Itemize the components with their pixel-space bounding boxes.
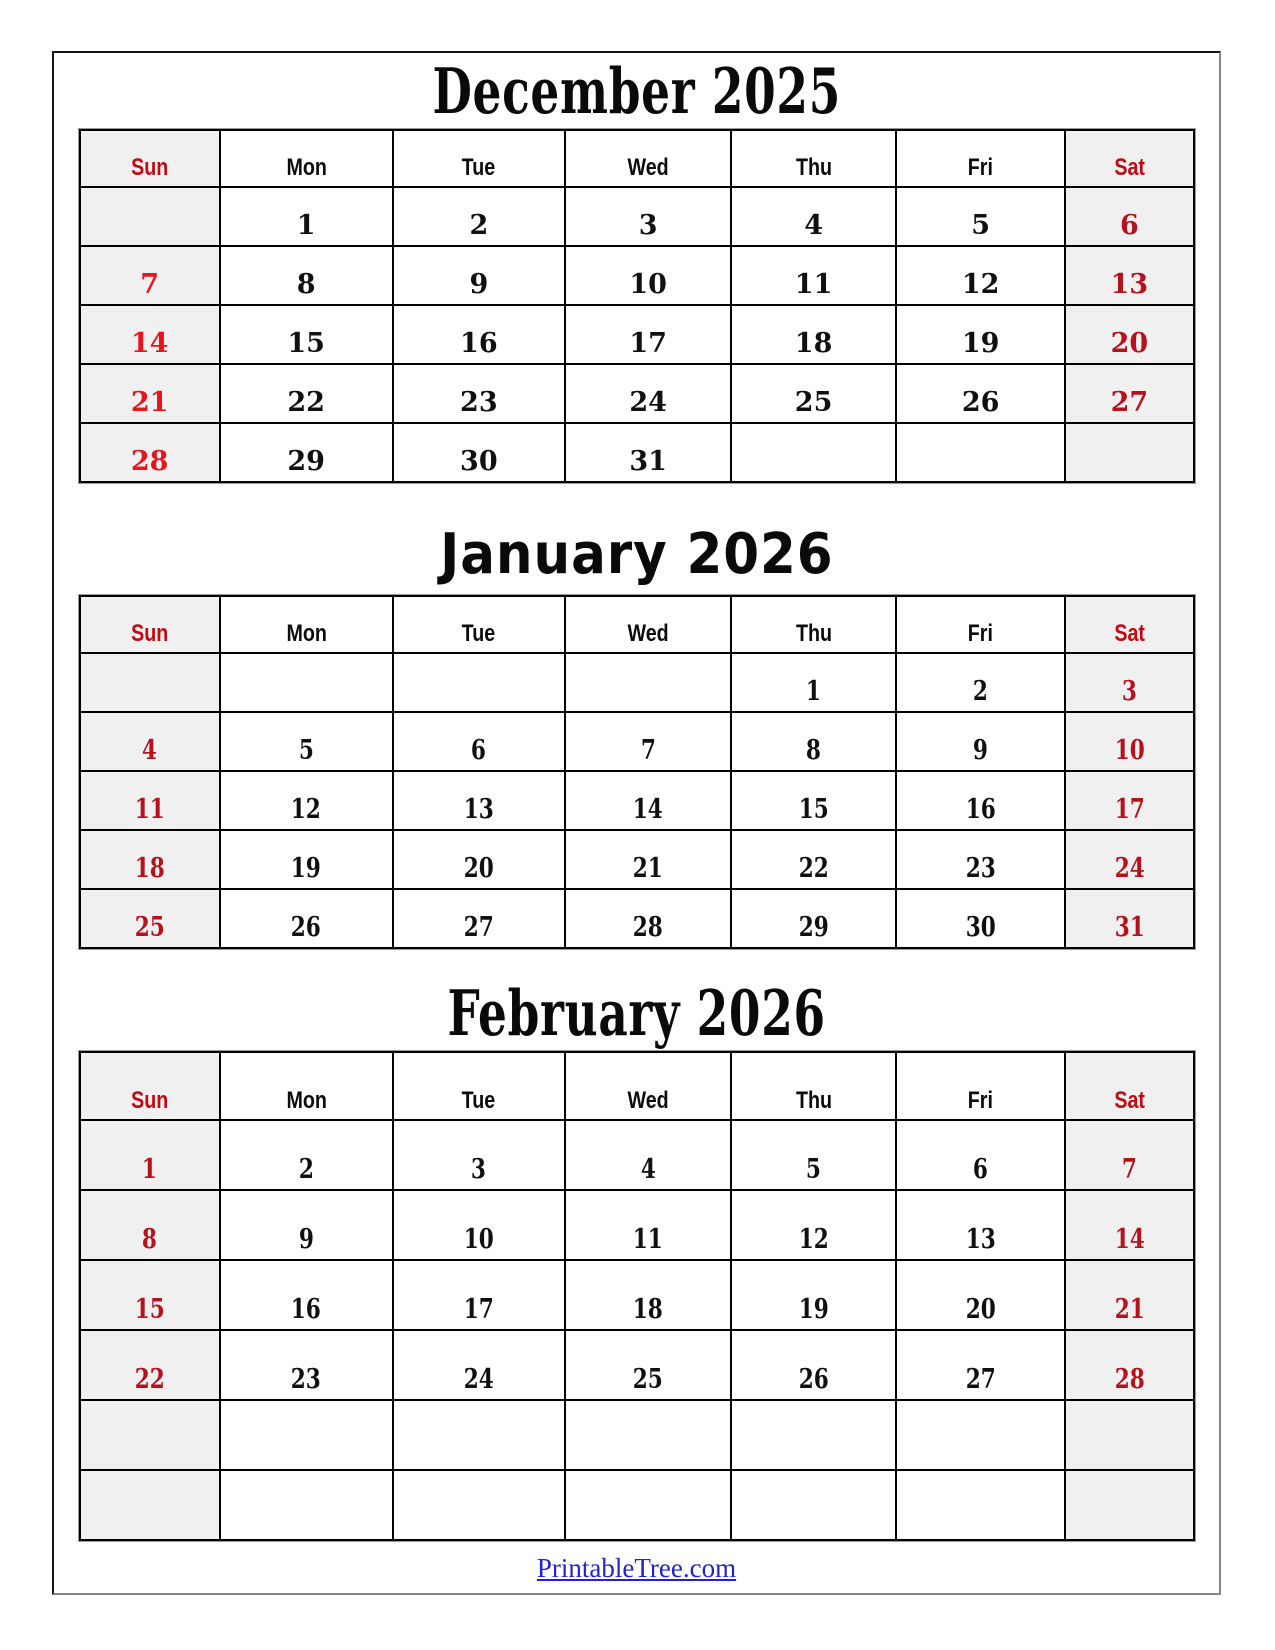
day-number: 3	[1121, 676, 1137, 707]
day-number: 2	[298, 1154, 314, 1185]
day-number: 27	[965, 1364, 996, 1395]
day-number: 30	[965, 912, 996, 943]
day-cell	[393, 305, 566, 364]
day-cell	[896, 889, 1065, 948]
day-number: 9	[973, 735, 989, 766]
day-cell	[565, 1470, 731, 1540]
day-cell	[565, 423, 731, 482]
week-row	[80, 771, 1194, 830]
day-cell	[80, 712, 220, 771]
weekday-row	[80, 596, 1194, 653]
day-cell	[80, 1190, 220, 1260]
day-cell	[393, 712, 566, 771]
day-cell	[896, 771, 1065, 830]
month-title	[78, 976, 1196, 1050]
weekday-label: Wed	[627, 620, 669, 647]
day-cell	[731, 1260, 896, 1330]
day-number: 10	[1114, 735, 1145, 766]
day-number: 18	[134, 853, 165, 884]
day-cell	[565, 1400, 731, 1470]
day-cell	[393, 1330, 566, 1400]
day-cell	[220, 1400, 393, 1470]
day-cell	[565, 712, 731, 771]
week-row	[80, 1400, 1194, 1470]
month-title-text: February 2026	[447, 976, 826, 1050]
day-cell	[220, 364, 393, 423]
day-number: 4	[804, 210, 823, 241]
day-number: 25	[633, 1364, 664, 1395]
day-number: 6	[471, 735, 487, 766]
day-number: 18	[633, 1294, 664, 1325]
day-cell	[220, 423, 393, 482]
day-number: 20	[463, 853, 494, 884]
month-title	[78, 523, 1196, 587]
month-section-0	[78, 54, 1196, 483]
day-cell	[896, 653, 1065, 712]
weekday-cell-5	[896, 596, 1065, 653]
day-number: 8	[296, 269, 316, 300]
day-cell	[80, 305, 220, 364]
day-number: 17	[629, 328, 667, 359]
day-number: 25	[794, 387, 833, 418]
day-number: 24	[463, 1364, 494, 1395]
day-cell	[393, 771, 566, 830]
day-cell	[1065, 1400, 1193, 1470]
day-number: 14	[130, 328, 169, 359]
day-number: 20	[1110, 328, 1149, 359]
weekday-cell-4	[731, 1052, 896, 1120]
day-number: 4	[640, 1154, 656, 1185]
day-cell	[1065, 364, 1193, 423]
weekday-label: Fri	[968, 1087, 994, 1114]
day-cell	[1065, 1190, 1193, 1260]
week-row	[80, 1260, 1194, 1330]
weekday-cell-3	[565, 1052, 731, 1120]
day-number: 7	[640, 735, 656, 766]
day-cell	[731, 305, 896, 364]
day-cell	[896, 187, 1065, 246]
day-number: 21	[1114, 1294, 1145, 1325]
day-cell	[731, 246, 896, 305]
day-number: 20	[965, 1294, 996, 1325]
day-cell	[393, 889, 566, 948]
day-number: 10	[629, 269, 667, 300]
day-number: 3	[471, 1154, 487, 1185]
day-number: 3	[638, 210, 658, 241]
day-cell	[565, 830, 731, 889]
weekday-label: Sun	[131, 154, 169, 181]
day-cell	[731, 1330, 896, 1400]
day-cell	[80, 653, 220, 712]
day-number: 29	[287, 446, 325, 477]
day-number: 26	[291, 912, 322, 943]
day-cell	[393, 1260, 566, 1330]
day-cell	[1065, 1260, 1193, 1330]
day-number: 21	[633, 853, 664, 884]
day-cell	[393, 423, 566, 482]
day-cell	[80, 889, 220, 948]
day-number: 31	[629, 446, 667, 477]
day-number: 30	[460, 446, 498, 477]
weekday-label: Sun	[131, 620, 169, 647]
weekday-row	[80, 130, 1194, 187]
day-cell	[393, 1190, 566, 1260]
day-cell	[1065, 1120, 1193, 1190]
day-number: 1	[296, 210, 316, 241]
day-number: 12	[798, 1224, 829, 1255]
weekday-cell-2	[393, 596, 566, 653]
day-cell	[896, 1190, 1065, 1260]
month-section-1	[78, 523, 1196, 949]
week-row	[80, 1120, 1194, 1190]
day-number: 15	[287, 328, 325, 359]
weekday-cell-2	[393, 1052, 566, 1120]
day-cell	[896, 423, 1065, 482]
day-cell	[80, 1400, 220, 1470]
day-number: 28	[130, 446, 169, 477]
day-number: 11	[633, 1224, 664, 1255]
weekday-cell-3	[565, 130, 731, 187]
weekday-cell-4	[731, 596, 896, 653]
day-cell	[220, 889, 393, 948]
day-number: 26	[798, 1364, 829, 1395]
day-cell	[896, 1260, 1065, 1330]
day-cell	[565, 889, 731, 948]
day-cell	[565, 246, 731, 305]
month-title-text: January 2026	[439, 522, 834, 587]
day-number: 18	[794, 328, 833, 359]
day-cell	[220, 1190, 393, 1260]
day-cell	[731, 712, 896, 771]
weekday-label: Thu	[795, 620, 832, 647]
week-row	[80, 246, 1194, 305]
weekday-cell-6	[1065, 1052, 1193, 1120]
weekday-label: Wed	[627, 154, 669, 181]
day-number: 7	[140, 269, 160, 300]
day-cell	[565, 771, 731, 830]
day-cell	[80, 364, 220, 423]
day-cell	[393, 1400, 566, 1470]
day-cell	[220, 305, 393, 364]
weekday-row	[80, 1052, 1194, 1120]
day-cell	[896, 1400, 1065, 1470]
day-cell	[393, 364, 566, 423]
day-number: 27	[1110, 387, 1149, 418]
week-row	[80, 1470, 1194, 1540]
day-cell	[1065, 889, 1193, 948]
day-number: 8	[806, 735, 822, 766]
week-row	[80, 305, 1194, 364]
day-number: 4	[142, 735, 158, 766]
weekday-label: Tue	[462, 620, 496, 647]
weekday-label: Tue	[462, 154, 496, 181]
month-title	[78, 54, 1196, 128]
day-number: 19	[291, 853, 322, 884]
day-number: 13	[965, 1224, 996, 1255]
day-number: 13	[1110, 269, 1149, 300]
day-cell	[731, 1120, 896, 1190]
day-number: 24	[629, 387, 667, 418]
day-number: 1	[806, 676, 822, 707]
calendar-table	[79, 129, 1195, 483]
week-row	[80, 1330, 1194, 1400]
day-number: 22	[287, 387, 325, 418]
day-number: 5	[298, 735, 314, 766]
weekday-label: Wed	[627, 1087, 669, 1114]
day-cell	[565, 305, 731, 364]
day-number: 31	[1114, 912, 1145, 943]
day-number: 10	[463, 1224, 494, 1255]
weekday-cell-0	[80, 1052, 220, 1120]
day-number: 23	[460, 387, 498, 418]
weekday-cell-4	[731, 130, 896, 187]
week-row	[80, 364, 1194, 423]
day-number: 9	[298, 1224, 314, 1255]
day-cell	[80, 1330, 220, 1400]
day-cell	[393, 653, 566, 712]
day-cell	[731, 1470, 896, 1540]
day-number: 16	[291, 1294, 322, 1325]
day-cell	[220, 1330, 393, 1400]
day-number: 28	[1114, 1364, 1145, 1395]
weekday-label: Sat	[1114, 620, 1145, 647]
weekday-cell-6	[1065, 130, 1193, 187]
day-cell	[896, 1470, 1065, 1540]
day-cell	[731, 364, 896, 423]
day-number: 11	[134, 794, 165, 825]
day-number: 14	[1114, 1224, 1145, 1255]
day-number: 8	[142, 1224, 158, 1255]
day-cell	[896, 305, 1065, 364]
day-number: 15	[134, 1294, 165, 1325]
day-cell	[731, 653, 896, 712]
day-cell	[565, 653, 731, 712]
day-number: 14	[633, 794, 664, 825]
weekday-label: Mon	[285, 1087, 327, 1114]
day-number: 13	[463, 794, 494, 825]
day-number: 2	[469, 210, 489, 241]
day-number: 11	[794, 269, 833, 300]
footer-link[interactable]: PrintableTree.com	[536, 1553, 737, 1583]
weekday-cell-2	[393, 130, 566, 187]
weekday-cell-5	[896, 1052, 1065, 1120]
weekday-label: Fri	[968, 620, 994, 647]
day-cell	[731, 1190, 896, 1260]
day-cell	[731, 1400, 896, 1470]
calendar-table	[79, 1051, 1195, 1541]
day-cell	[896, 1120, 1065, 1190]
day-number: 19	[961, 328, 1000, 359]
day-cell	[565, 364, 731, 423]
day-cell	[220, 830, 393, 889]
day-cell	[220, 246, 393, 305]
day-cell	[565, 1330, 731, 1400]
week-row	[80, 423, 1194, 482]
day-cell	[1065, 1470, 1193, 1540]
weekday-cell-0	[80, 130, 220, 187]
week-row	[80, 1190, 1194, 1260]
day-cell	[393, 246, 566, 305]
page-frame	[52, 51, 1221, 1595]
day-cell	[731, 889, 896, 948]
week-row	[80, 830, 1194, 889]
weekday-label: Sun	[131, 1087, 169, 1114]
day-number: 1	[142, 1154, 158, 1185]
day-number: 25	[134, 912, 165, 943]
day-cell	[220, 771, 393, 830]
day-cell	[393, 1470, 566, 1540]
day-cell	[731, 187, 896, 246]
day-number: 22	[798, 853, 829, 884]
day-cell	[80, 1120, 220, 1190]
day-cell	[80, 187, 220, 246]
day-cell	[731, 830, 896, 889]
day-cell	[80, 1260, 220, 1330]
day-number: 19	[798, 1294, 829, 1325]
day-cell	[896, 830, 1065, 889]
day-number: 23	[965, 853, 996, 884]
day-number: 22	[134, 1364, 165, 1395]
weekday-label: Mon	[285, 154, 327, 181]
day-number: 29	[798, 912, 829, 943]
day-cell	[393, 1120, 566, 1190]
day-cell	[1065, 830, 1193, 889]
day-cell	[896, 1330, 1065, 1400]
day-cell	[220, 1120, 393, 1190]
month-title-text: December 2025	[432, 54, 841, 128]
day-cell	[1065, 712, 1193, 771]
day-number: 27	[463, 912, 494, 943]
weekday-cell-5	[896, 130, 1065, 187]
day-cell	[1065, 187, 1193, 246]
weekday-cell-1	[220, 130, 393, 187]
day-number: 16	[965, 794, 996, 825]
weekday-label: Sat	[1114, 1087, 1145, 1114]
day-cell	[1065, 771, 1193, 830]
weekday-label: Sat	[1114, 154, 1145, 181]
day-cell	[220, 1260, 393, 1330]
day-number: 12	[961, 269, 1000, 300]
day-cell	[80, 830, 220, 889]
day-number: 21	[130, 387, 169, 418]
day-cell	[565, 1190, 731, 1260]
day-number: 15	[798, 794, 829, 825]
day-cell	[731, 771, 896, 830]
day-cell	[80, 423, 220, 482]
day-cell	[220, 712, 393, 771]
weekday-cell-1	[220, 1052, 393, 1120]
weekday-label: Mon	[285, 620, 327, 647]
day-number: 9	[469, 269, 489, 300]
day-cell	[393, 187, 566, 246]
day-number: 26	[961, 387, 1000, 418]
weekday-cell-1	[220, 596, 393, 653]
weekday-label: Tue	[462, 1087, 496, 1114]
day-cell	[1065, 423, 1193, 482]
month-section-2	[78, 976, 1196, 1541]
day-cell	[565, 1120, 731, 1190]
week-row	[80, 653, 1194, 712]
day-cell	[1065, 246, 1193, 305]
week-row	[80, 187, 1194, 246]
day-cell	[896, 246, 1065, 305]
weekday-cell-3	[565, 596, 731, 653]
week-row	[80, 712, 1194, 771]
week-row	[80, 889, 1194, 948]
day-cell	[565, 187, 731, 246]
day-cell	[896, 364, 1065, 423]
months-container	[78, 54, 1196, 1541]
day-cell	[393, 830, 566, 889]
day-number: 28	[633, 912, 664, 943]
day-cell	[565, 1260, 731, 1330]
day-number: 24	[1114, 853, 1145, 884]
day-number: 23	[291, 1364, 322, 1395]
day-number: 16	[460, 328, 498, 359]
weekday-label: Thu	[795, 1087, 832, 1114]
day-cell	[220, 187, 393, 246]
weekday-label: Thu	[795, 154, 832, 181]
day-number: 5	[971, 210, 991, 241]
day-number: 17	[463, 1294, 494, 1325]
day-number: 17	[1114, 794, 1145, 825]
day-number: 6	[973, 1154, 989, 1185]
footer	[54, 1553, 1219, 1584]
day-cell	[80, 1470, 220, 1540]
day-cell	[220, 1470, 393, 1540]
day-number: 5	[806, 1154, 822, 1185]
day-number: 6	[1120, 210, 1139, 241]
day-cell	[896, 712, 1065, 771]
weekday-cell-6	[1065, 596, 1193, 653]
day-number: 12	[291, 794, 322, 825]
day-number: 7	[1121, 1154, 1137, 1185]
weekday-cell-0	[80, 596, 220, 653]
day-number: 2	[973, 676, 989, 707]
day-cell	[731, 423, 896, 482]
calendar-table	[79, 595, 1195, 949]
day-cell	[80, 771, 220, 830]
day-cell	[220, 653, 393, 712]
day-cell	[1065, 305, 1193, 364]
weekday-label: Fri	[968, 154, 994, 181]
day-cell	[80, 246, 220, 305]
day-cell	[1065, 1330, 1193, 1400]
day-cell	[1065, 653, 1193, 712]
